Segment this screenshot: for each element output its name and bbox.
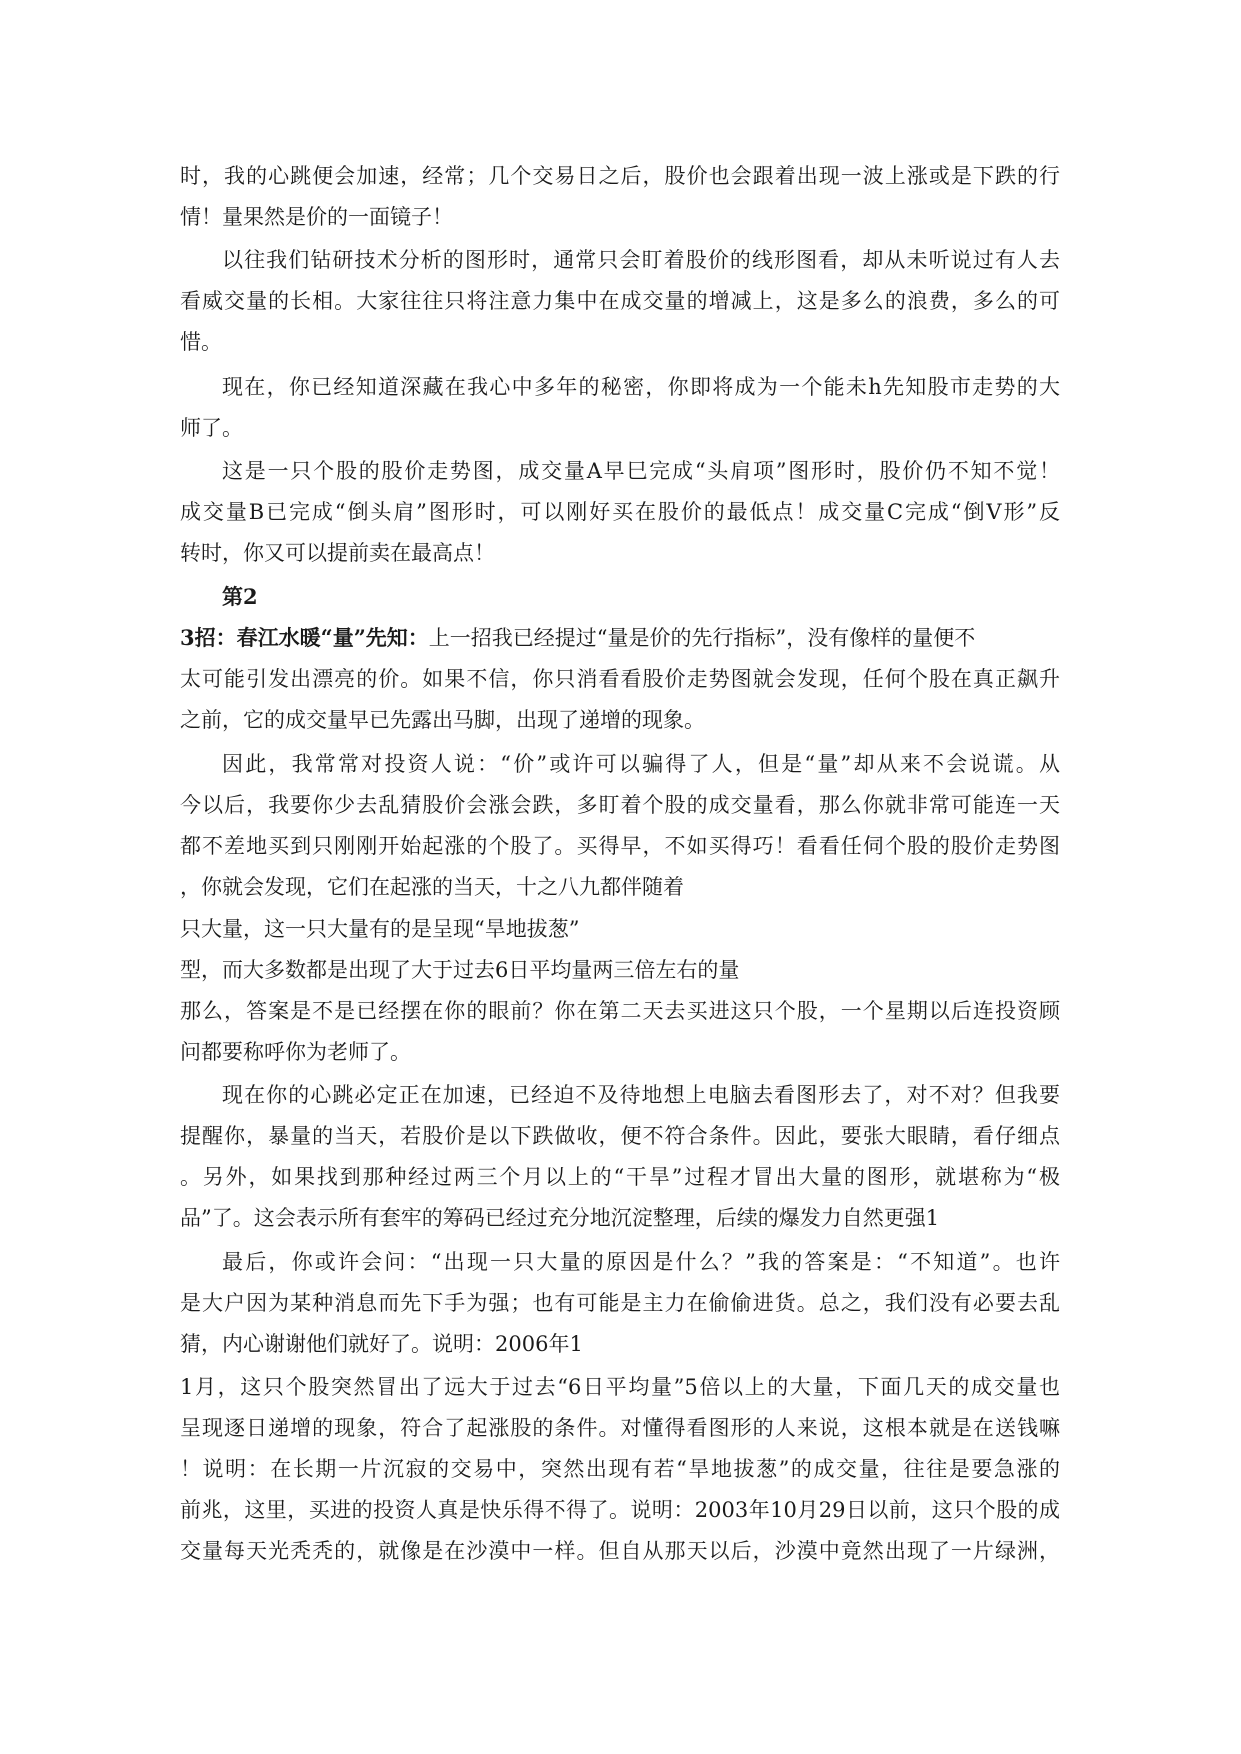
text-line: 交量每天光秃秃的，就像是在沙漠中一样。但自从那天以后，沙漠中竟然出现了一片绿洲， [180, 1539, 1060, 1563]
text-line: 情！量果然是价的一面镜子！ [180, 205, 453, 229]
text-line: 只大量，这一只大量有的是呈现“旱地拔葱” [180, 917, 580, 941]
text-line: 问都要称呼你为老师了。 [180, 1040, 411, 1064]
text-line: 转时，你又可以提前卖在最高点！ [180, 541, 495, 565]
text-line: 最后，你或许会问：“出现一只大量的原因是什么？”我的答案是：“不知道”。也许 [222, 1250, 1060, 1274]
text-line: 呈现逐日递增的现象，符合了起涨股的条件。对懂得看图形的人来说，这根本就是在送钱嘛 [180, 1416, 1060, 1440]
text-line: 这是一只个股的股价走势图，成交量A早巳完成“头肩项”图形时，股价仍不知不觉！ [222, 459, 1060, 483]
text-line: 因此，我常常对投资人说：“价”或许可以骗得了人，但是“量”却从来不会说谎。从 [222, 752, 1060, 776]
text-line: 之前，它的成交量早已先露出马脚，出现了递增的现象。 [180, 708, 705, 732]
text-line: 品”了。这会表示所有套牢的筹码已经过充分地沉淀整理，后续的爆发力自然更强1 [180, 1206, 940, 1230]
text-line: 都不差地买到只刚刚开始起涨的个股了。买得早，不如买得巧！看看任伺个股的股价走势图 [180, 834, 1060, 858]
text-line: 今以后，我要你少去乱猜股价会涨会跌，多盯着个股的成交量看，那么你就非常可能连一天 [180, 793, 1060, 817]
text-line: 现在，你已经知道深藏在我心中多年的秘密，你即将成为一个能未h先知股市走势的大 [222, 375, 1060, 399]
section-heading-body: 上一招我已经提过“量是价的先行指标”，没有像样的量便不 [428, 626, 976, 650]
text-line: ！说明：在长期一片沉寂的交易中，突然出现有若“旱地拔葱”的成交量，往往是要急涨的 [180, 1457, 1060, 1481]
text-line: 那么，答案是不是已经摆在你的眼前？你在第二天去买进这只个股，一个星期以后连投资顾 [180, 999, 1060, 1023]
section-heading-line [180, 625, 1060, 651]
text-line: 看威交量的长相。大家往往只将注意力集中在成交量的增减上，这是多么的浪费，多么的可 [180, 289, 1060, 313]
text-line: 师了。 [180, 416, 243, 440]
text-line: 是大户因为某种消息而先下手为强；也有可能是主力在偷偷进货。总之，我们没有必要去乱 [180, 1291, 1060, 1315]
text-line: 现在你的心跳必定正在加速，已经迫不及待地想上电脑去看图形去了，对不对？但我要 [222, 1083, 1060, 1107]
text-line: 以往我们钻研技术分析的图形时，通常只会盯着股价的线形图看，却从未听说过有人去 [222, 248, 1060, 272]
text-line: 提醒你，暴量的当天，若股价是以下跌做收，便不符合条件。因此，要张大眼睛，看仔细点 [180, 1124, 1060, 1148]
text-line: 惜。 [180, 330, 222, 354]
section-heading: 3招：春江水暖“量”先知： [180, 625, 429, 650]
section-heading-part: 第2 [222, 584, 258, 609]
text-line: 成交量B已完成“倒头肩”图形时，可以刚好买在股价的最低点！成交量C完成“倒V形”反 [180, 500, 1060, 524]
text-line: ，你就会发现，它们在起涨的当天，十之八九都伴随着 [180, 875, 684, 899]
text-line: 型，而大多数都是出现了大于过去6日平均量两三倍左右的量 [180, 958, 740, 982]
text-line: 太可能引发出漂亮的价。如果不信，你只消看看股价走势图就会发现，任何个股在真正飙升 [180, 667, 1060, 691]
text-line: 。另外，如果找到那种经过两三个月以上的“干旱”过程才冒出大量的图形，就堪称为“极 [180, 1165, 1060, 1189]
text-line: 时，我的心跳便会加速，经常；几个交易日之后，股价也会跟着出现一波上涨或是下跌的行 [180, 164, 1060, 188]
text-line: 前兆，这里，买进的投资人真是快乐得不得了。说明：2003年10月29日以前，这只个股的成 [180, 1498, 1060, 1522]
text-line: 猜，内心谢谢他们就好了。说明：2006年1 [180, 1332, 583, 1356]
text-line: 1月，这只个股突然冒出了远大于过去“6日平均量”5倍以上的大量，下面几天的成交量也 [180, 1375, 1060, 1399]
